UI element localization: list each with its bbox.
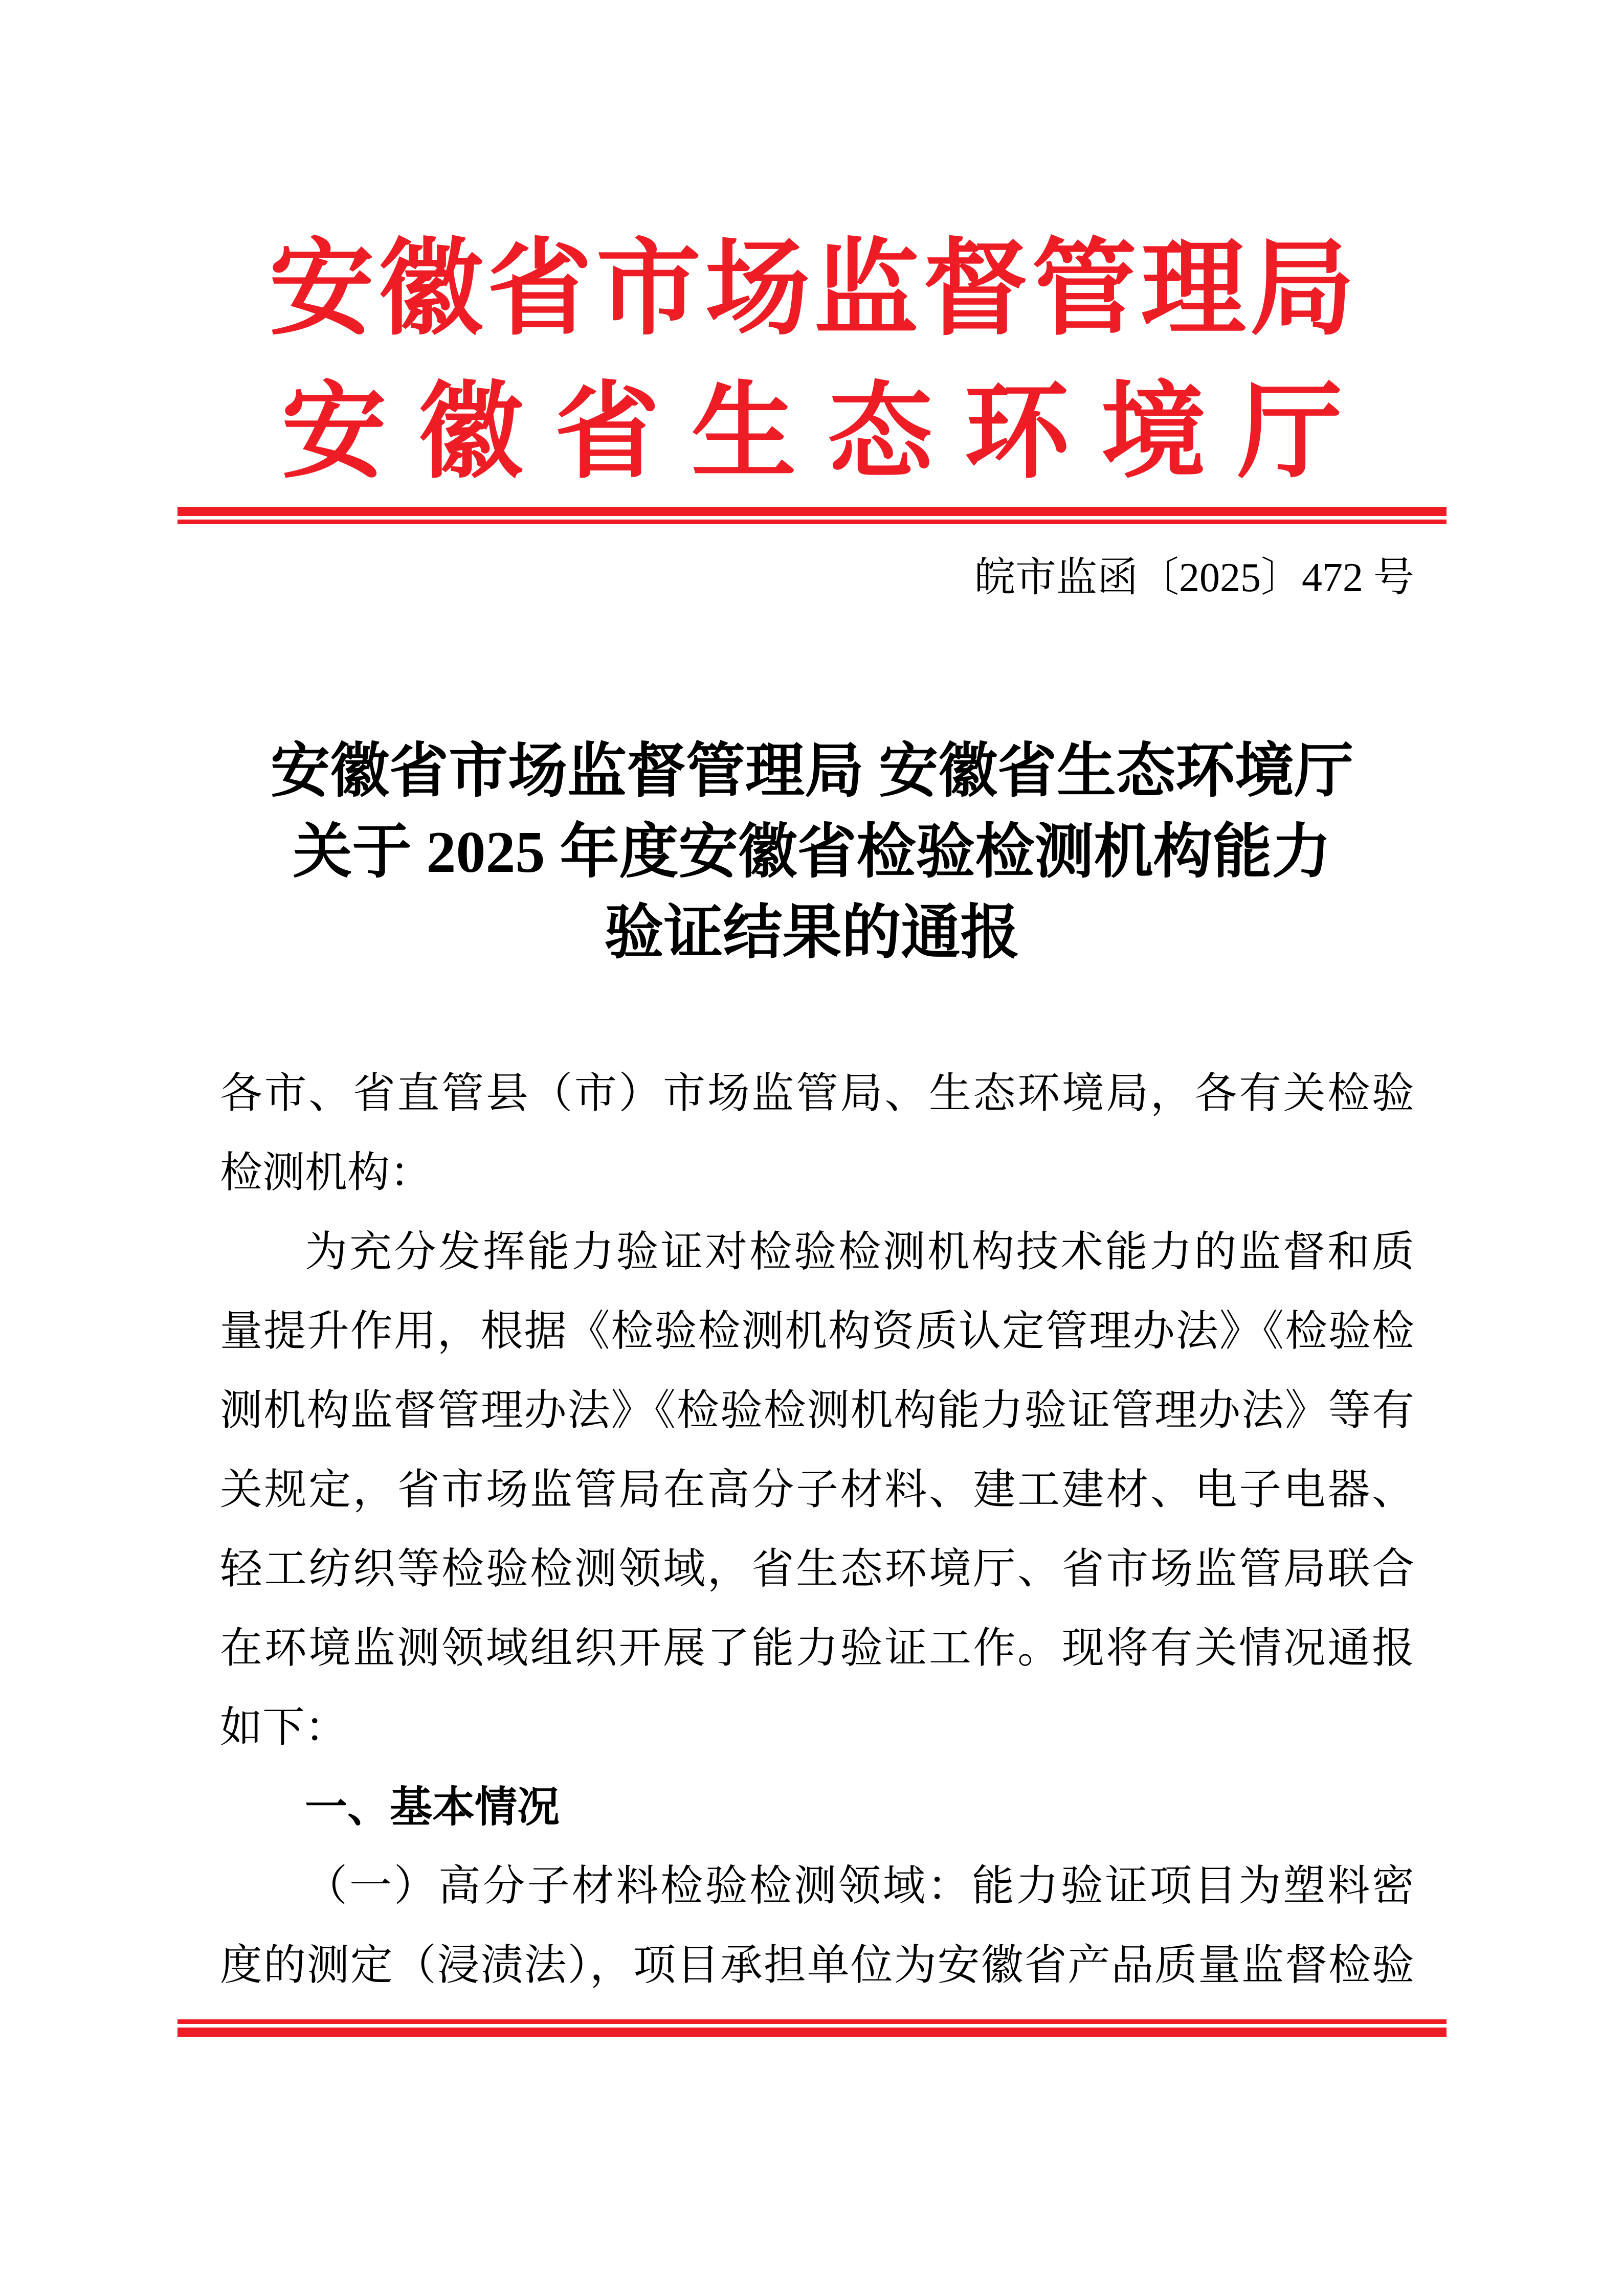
title-line-3: 验证结果的通报 bbox=[604, 901, 1020, 966]
title-line-1: 安徽省市场监督管理局 安徽省生态环境厅 bbox=[271, 739, 1353, 804]
section-heading-basic-info: 一、基本情况 bbox=[305, 1783, 560, 1831]
letterhead-line-1: 安徽省市场监督管理局 bbox=[269, 232, 1359, 348]
header-separator bbox=[177, 507, 1447, 524]
document-body bbox=[220, 1054, 1414, 2005]
rule-gap bbox=[177, 2024, 1447, 2028]
body-line-1: 各市、省直管县（市）市场监管局、生态环境局，各有关检验 bbox=[220, 1070, 1414, 1117]
body-line-7: 轻工纺织等检验检测领域，省生态环境厅、省市场监管局联合 bbox=[220, 1545, 1414, 1592]
title-line-2: 关于 2025 年度安徽省检验检测机构能力 bbox=[293, 820, 1331, 885]
body-line-5: 测机构监督管理办法》《检验检测机构能力验证管理办法》等有 bbox=[220, 1387, 1414, 1434]
rule-gap bbox=[177, 516, 1447, 520]
footer-separator bbox=[177, 2019, 1447, 2037]
body-line-4: 量提升作用，根据《检验检测机构资质认定管理办法》《检验检 bbox=[220, 1308, 1414, 1355]
doc-number: 皖市监函〔2025〕472 号 bbox=[974, 555, 1414, 600]
thick-red-rule bbox=[177, 2028, 1447, 2037]
document-title bbox=[0, 731, 1624, 974]
body-line-12: 度的测定（浸渍法），项目承担单位为安徽省产品质量监督检验 bbox=[220, 1942, 1414, 1989]
letterhead bbox=[0, 218, 1624, 505]
body-line-3: 为充分发挥能力验证对检验检测机构技术能力的监督和质 bbox=[305, 1228, 1414, 1275]
thin-red-rule bbox=[177, 2019, 1447, 2024]
thick-red-rule bbox=[177, 507, 1447, 516]
body-line-6: 关规定，省市场监管局在高分子材料、建工建材、电子电器、 bbox=[220, 1466, 1414, 1513]
letterhead-line-2: 安徽省生态环境厅 bbox=[281, 375, 1374, 491]
body-line-11: （一）高分子材料检验检测领域：能力验证项目为塑料密 bbox=[305, 1862, 1414, 1909]
body-line-9: 如下： bbox=[220, 1704, 347, 1751]
body-line-8: 在环境监测领域组织开展了能力验证工作。现将有关情况通报 bbox=[220, 1625, 1414, 1672]
thin-red-rule bbox=[177, 520, 1447, 524]
body-line-2: 检测机构： bbox=[220, 1149, 432, 1196]
